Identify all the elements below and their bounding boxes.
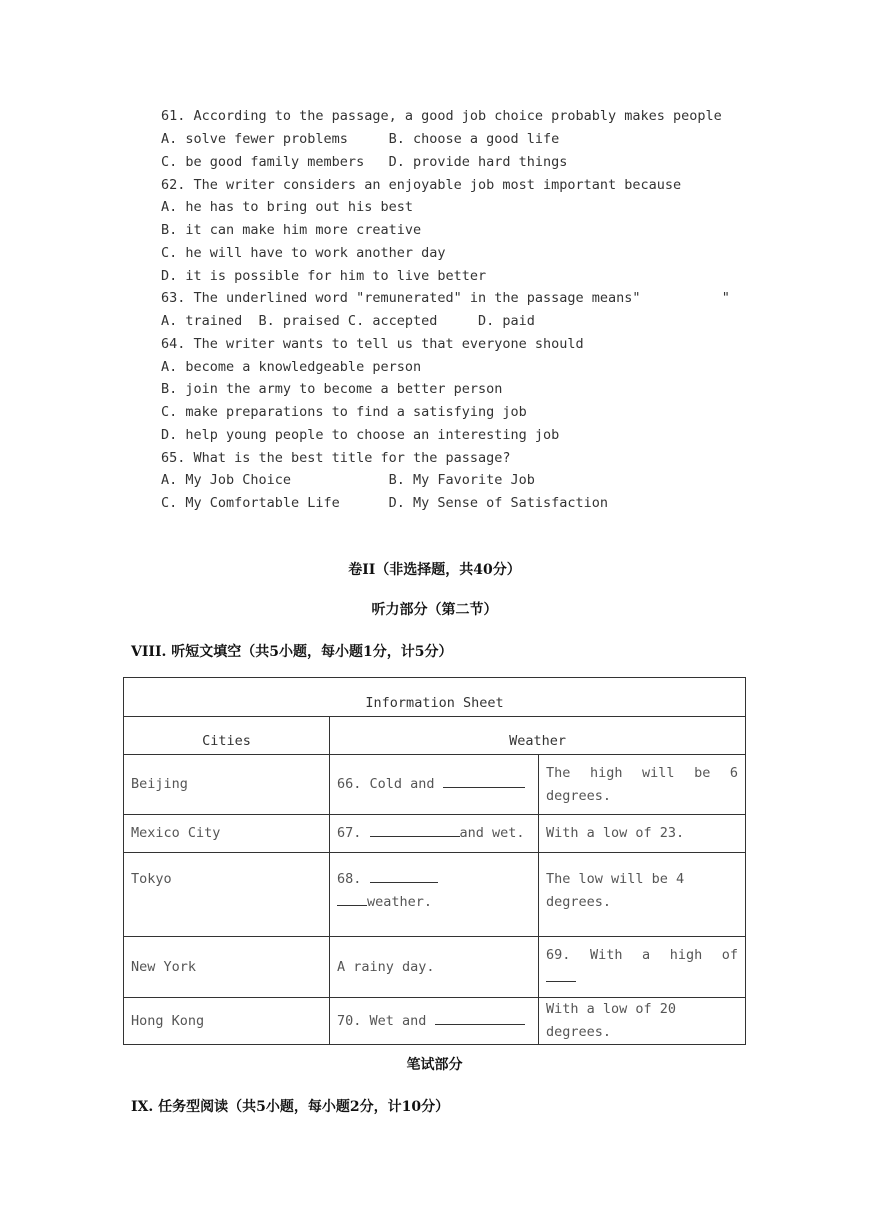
weather-text: 70. Wet and bbox=[337, 1012, 435, 1029]
sheet-title: Information Sheet bbox=[124, 678, 746, 717]
answer-blank-67[interactable] bbox=[370, 823, 460, 837]
detail-cell: The high will be 6 degrees. bbox=[539, 755, 746, 815]
question-65-options-row: C. My Comfortable Life D. My Sense of Satisfaction bbox=[161, 495, 609, 511]
question-62-stem: 62. The writer considers an enjoyable job most important because bbox=[161, 177, 682, 193]
answer-blank-70[interactable] bbox=[435, 1011, 525, 1025]
detail-cell: With a low of 20 degrees. bbox=[539, 998, 746, 1045]
question-65-stem: 65. What is the best title for the passage? bbox=[161, 450, 511, 466]
table-row bbox=[124, 678, 746, 717]
table-row bbox=[124, 717, 746, 755]
question-63-options-row: A. trained B. praised C. accepted D. paid bbox=[161, 313, 535, 329]
volume-two-title: 卷II（非选择题，共40分） bbox=[348, 562, 521, 578]
information-sheet-table bbox=[123, 677, 746, 1045]
writing-part-title: 笔试部分 bbox=[406, 1057, 463, 1073]
answer-blank-66[interactable] bbox=[443, 774, 525, 788]
table-row bbox=[124, 815, 746, 853]
question-64-option: C. make preparations to find a satisfying job bbox=[161, 404, 527, 420]
listening-part-title: 听力部分（第二节） bbox=[371, 602, 498, 618]
city-cell: Tokyo bbox=[124, 853, 330, 937]
question-61-stem: 61. According to the passage, a good job choice probably makes people bbox=[161, 108, 722, 124]
part-ix-heading: IX. 任务型阅读（共5小题，每小题2分，计10分） bbox=[131, 1099, 450, 1115]
detail-cell: With a low of 23. bbox=[539, 815, 746, 853]
weather-cell bbox=[330, 815, 539, 853]
weather-text: 68. bbox=[337, 871, 370, 887]
city-cell: Mexico City bbox=[124, 815, 330, 853]
question-62-option: D. it is possible for him to live better bbox=[161, 268, 487, 284]
city-cell: New York bbox=[124, 937, 330, 998]
question-65-options-row: A. My Job Choice B. My Favorite Job bbox=[161, 472, 535, 488]
answer-blank-69[interactable] bbox=[546, 968, 576, 982]
header-cities: Cities bbox=[124, 717, 330, 755]
question-61-options-row: A. solve fewer problems B. choose a good life bbox=[161, 131, 560, 147]
header-weather: Weather bbox=[330, 717, 746, 755]
city-cell: Beijing bbox=[124, 755, 330, 815]
city-cell: Hong Kong bbox=[124, 998, 330, 1045]
question-63-stem: 63. The underlined word "remunerated" in the passage means" " bbox=[161, 290, 730, 306]
answer-blank-68[interactable] bbox=[370, 869, 438, 883]
weather-cell bbox=[330, 853, 539, 937]
question-62-option: C. he will have to work another day bbox=[161, 245, 446, 261]
detail-cell bbox=[539, 937, 746, 998]
question-62-option: A. he has to bring out his best bbox=[161, 199, 413, 215]
answer-blank-68-cont[interactable] bbox=[337, 892, 367, 906]
table-row bbox=[124, 998, 746, 1045]
weather-cell bbox=[330, 998, 539, 1045]
table-row bbox=[124, 853, 746, 937]
question-61-options-row: C. be good family members D. provide hard things bbox=[161, 154, 568, 170]
question-64-option: B. join the army to become a better person bbox=[161, 381, 503, 397]
question-64-option: A. become a knowledgeable person bbox=[161, 359, 422, 375]
question-62-option: B. it can make him more creative bbox=[161, 222, 422, 238]
weather-cell: A rainy day. bbox=[330, 937, 539, 998]
weather-text: weather. bbox=[367, 894, 433, 910]
question-64-stem: 64. The writer wants to tell us that everyone should bbox=[161, 336, 584, 352]
table-row bbox=[124, 937, 746, 998]
part-viii-heading: VIII. 听短文填空（共5小题，每小题1分，计5分） bbox=[131, 644, 453, 660]
question-64-option: D. help young people to choose an interesting job bbox=[161, 427, 560, 443]
weather-text: and wet. bbox=[459, 825, 525, 841]
detail-text: 69. With a high of bbox=[546, 947, 739, 963]
weather-cell bbox=[330, 755, 539, 815]
table-row bbox=[124, 755, 746, 815]
weather-text: 66. Cold and bbox=[337, 776, 443, 792]
weather-text: 67. bbox=[337, 825, 370, 841]
detail-cell: The low will be 4 degrees. bbox=[539, 853, 746, 937]
